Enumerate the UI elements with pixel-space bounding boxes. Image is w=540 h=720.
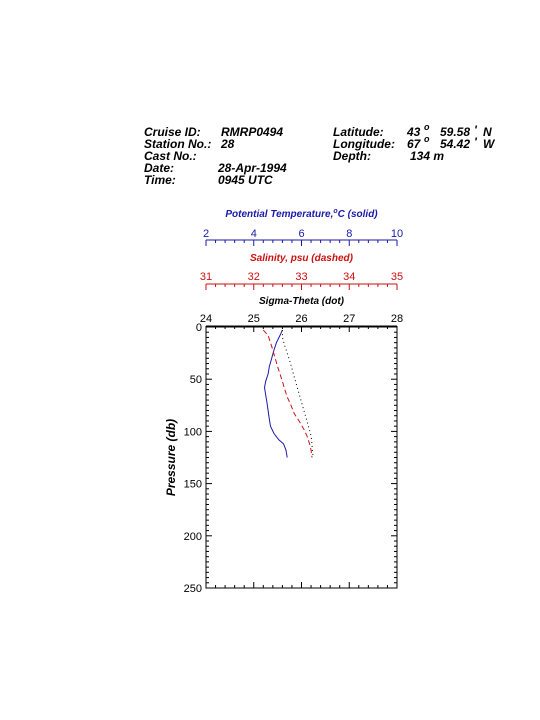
- sigma-tick-label: 27: [343, 313, 356, 325]
- longitude-minutes: 54.42: [440, 137, 471, 151]
- pressure-tick-label: 50: [189, 374, 202, 387]
- cruise-id-label: Cruise ID:: [144, 125, 201, 139]
- temperature-axis-title: Potential Temperature,$^o$C (solid): [225, 208, 378, 220]
- sigma-tick-label: 24: [199, 313, 213, 325]
- sigma-axis-title: Sigma-Theta (dot): [259, 296, 344, 307]
- latitude-hemisphere: N: [483, 125, 492, 139]
- time-value: 0945 UTC: [218, 173, 273, 187]
- station-value: 28: [221, 137, 235, 151]
- salinity-tick-label: 32: [247, 271, 260, 283]
- latitude-minutes: 59.58: [440, 125, 471, 139]
- latitude-label: Latitude:: [333, 125, 384, 139]
- plot-frame: [206, 327, 397, 588]
- pressure-tick-label: 200: [183, 530, 202, 543]
- pressure-tick-label: 100: [183, 426, 202, 439]
- depth-value: 134 m: [410, 149, 445, 163]
- temperature-tick-label: 2: [202, 228, 210, 240]
- temperature-profile-line: [265, 330, 288, 457]
- salinity-tick-label: 35: [390, 271, 404, 283]
- cast-label: Cast No.:: [144, 149, 197, 163]
- latitude-degrees: 43: [407, 125, 421, 139]
- latitude-minute-symbol: ': [474, 123, 477, 137]
- longitude-label: Longitude:: [333, 137, 395, 151]
- time-label: Time:: [144, 173, 176, 187]
- latitude-degree-symbol: o: [424, 122, 430, 132]
- pressure-tick-label: 150: [183, 478, 202, 491]
- sigma-tick-label: 25: [247, 313, 260, 325]
- cruise-id-value: RMRP0494: [221, 125, 284, 139]
- longitude-degrees: 67: [407, 137, 421, 151]
- station-label: Station No.:: [144, 137, 212, 151]
- date-label: Date:: [144, 161, 175, 175]
- temperature-tick-label: 10: [390, 228, 404, 240]
- salinity-tick-label: 31: [199, 271, 213, 283]
- temperature-tick-label: 8: [346, 228, 353, 240]
- salinity-tick-label: 33: [295, 271, 308, 283]
- date-value: 28-Apr-1994: [218, 161, 287, 175]
- temperature-tick-label: 6: [298, 228, 305, 240]
- salinity-axis-title: Salinity, psu (dashed): [250, 253, 353, 264]
- salinity-tick-label: 34: [343, 271, 356, 283]
- sigma-profile-line: [282, 330, 313, 457]
- pressure-tick-label: 0: [195, 322, 202, 334]
- salinity-profile-line: [263, 330, 312, 457]
- pressure-axis-label: Pressure (db): [164, 418, 178, 497]
- pressure-tick-label: 250: [183, 583, 202, 595]
- depth-label: Depth:: [333, 149, 371, 163]
- sigma-tick-label: 26: [295, 313, 308, 325]
- longitude-degree-symbol: o: [424, 134, 430, 144]
- sigma-tick-label: 28: [390, 313, 404, 325]
- longitude-minute-symbol: ': [474, 135, 477, 149]
- temperature-tick-label: 4: [250, 228, 257, 240]
- longitude-hemisphere: W: [483, 137, 495, 151]
